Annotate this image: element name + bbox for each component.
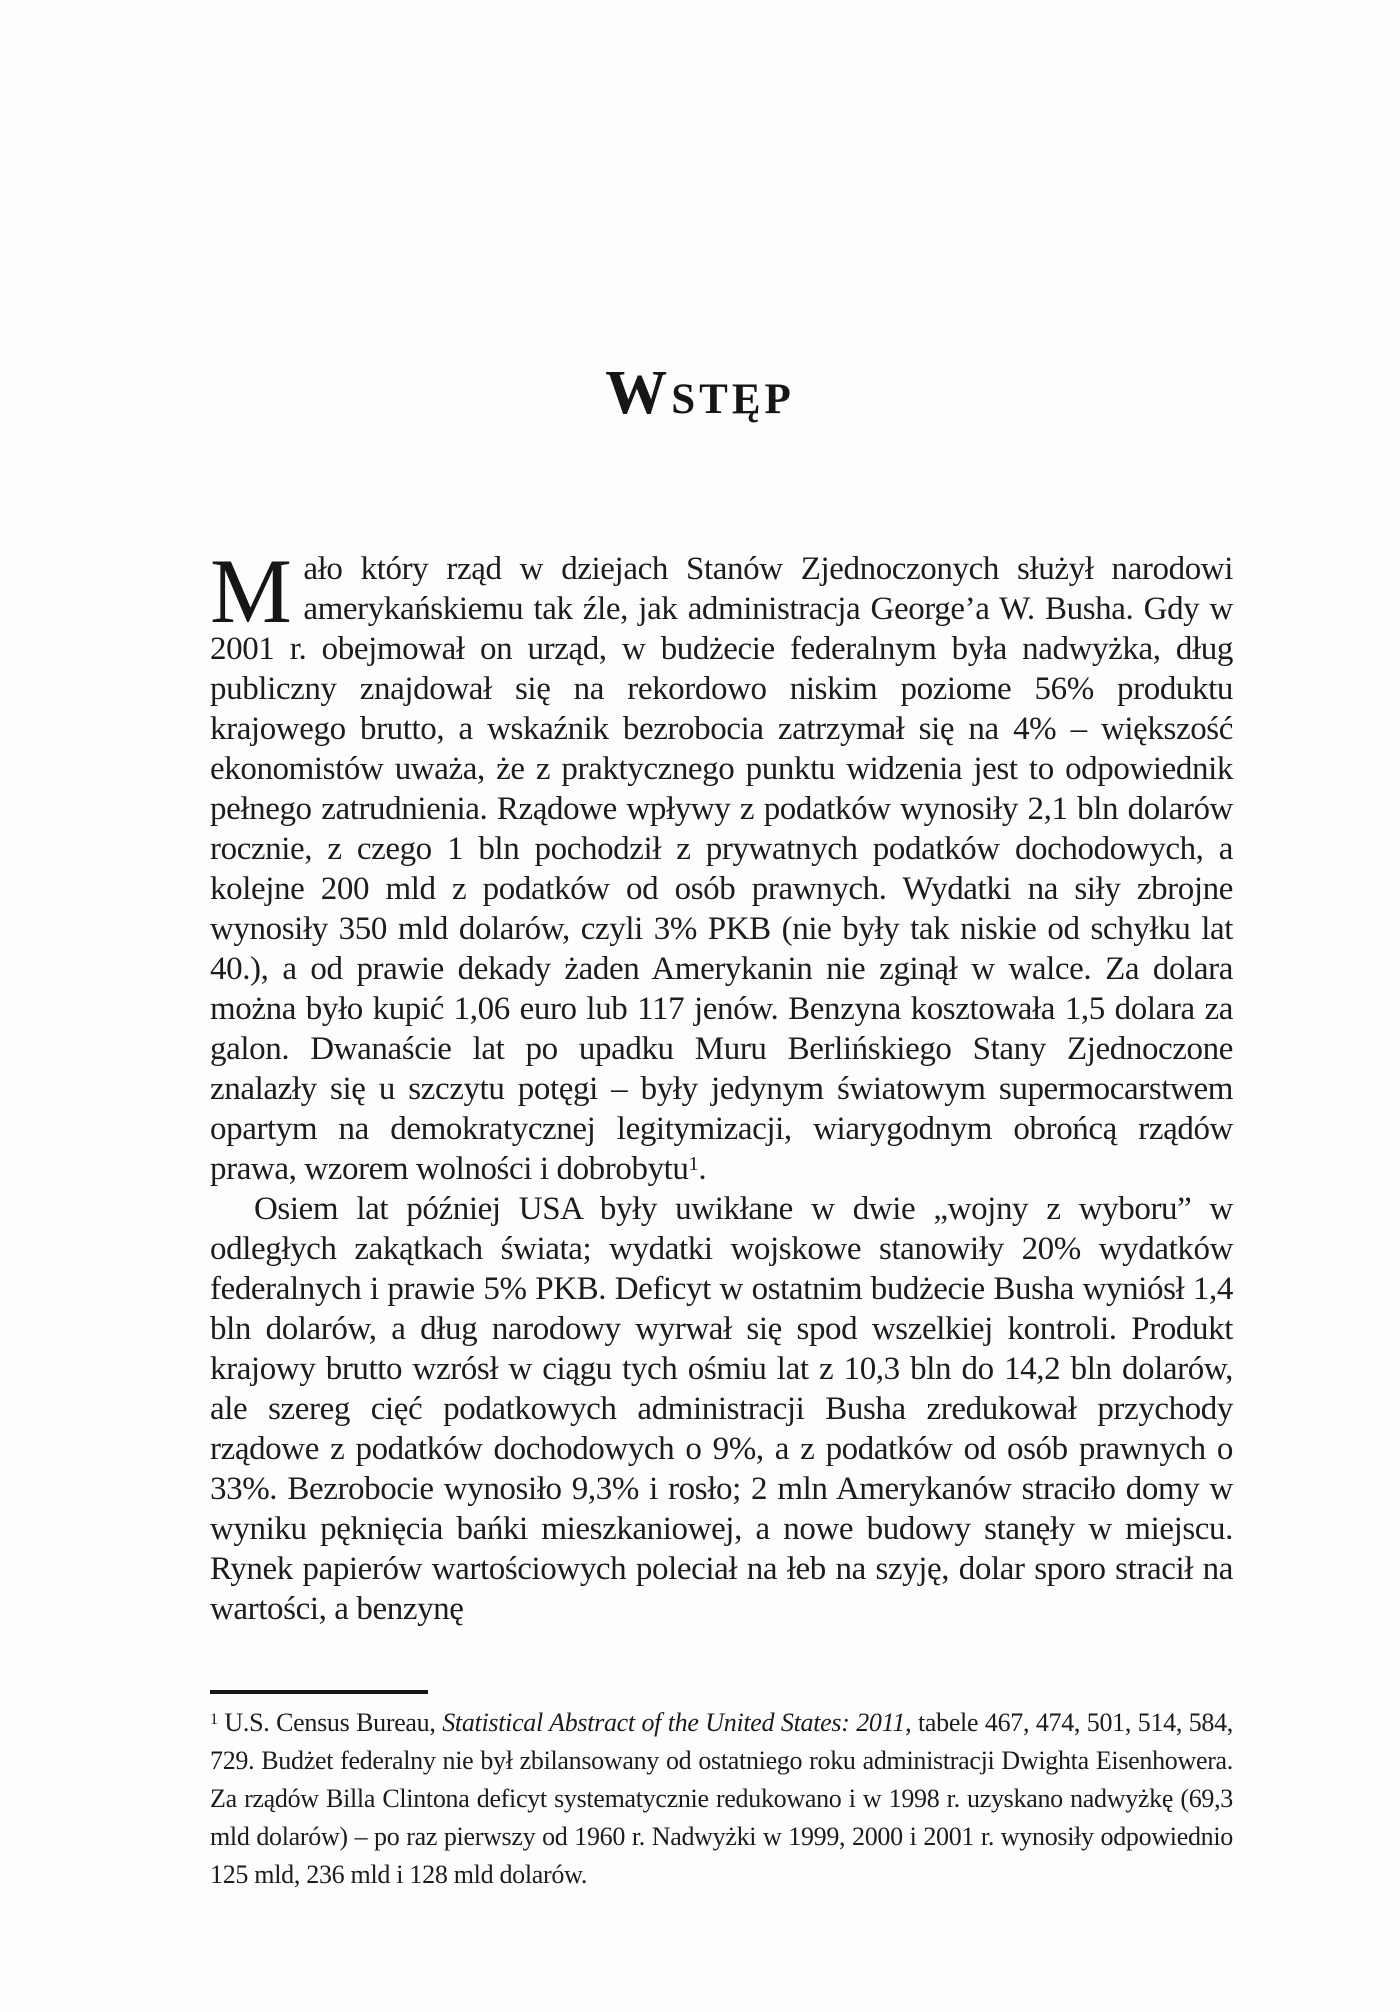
footnote-marker: 1	[210, 1710, 218, 1728]
page-title: Wstęp	[605, 359, 795, 427]
paragraph-1-text: ało który rząd w dziejach Stanów Zjednoczonych służył narodowi amerykańskiemu tak źle, jak administracja George’a W. Busha. Gdy w 2001 r. obejmował on urząd, w budżecie federalnym była nadwyżka, dług publiczny znajdował się na rekordowo niskim poziome 56% produktu krajowego brutto, a wskaźnik bezrobocia zatrzymał się na 4% – większość ekonomistów uważa, że z praktycznego punktu widzenia jest to odpowiednik pełnego zatrudnienia. Rządowe wpływy z podatków wynosiły 2,1 bln dolarów rocznie, z czego 1 bln pochodził z prywatnych podatków dochodowych, a kolejne 200 mld z podatków od osób prawnych. Wydatki na siły zbrojne wynosiły 350 mld dolarów, czyli 3% PKB (nie były tak niskie od schyłku lat 40.), a od prawie dekady żaden Amerykanin nie zginął w walce. Za dolara można było kupić 1,06 euro lub 117 jenów. Benzyna kosztowała 1,5 dolara za galon. Dwanaście lat po upadku Muru Berlińskiego Stany Zjednoczone znalazły się u szczytu potęgi – były jedynym światowym supermocarstwem opartym na demokratycznej legitymizacji, wiarygodnym obrońcą rządów prawa, wzorem wolności i dobrobytu	[210, 551, 1233, 1187]
body-text	[210, 540, 1233, 1629]
footnote-text-after-italic: , tabele 467, 474, 501, 514, 584, 729. Budżet federalny nie był zbilansowany od ostatniego roku administracji Dwighta Eisenhowera. Za rządów Billa Clintona deficyt systematycznie redukowano i w 1998 r. uzyskano nadwyżkę (69,3 mld dolarów) – po raz pierwszy od 1960 r. Nadwyżki w 1999, 2000 i 2001 r. wynosiły odpowiednio 125 mld, 236 mld i 128 mld dolarów.	[210, 1708, 1233, 1889]
paragraph-2: Osiem lat później USA były uwikłane w dwie „wojny z wyboru” w odległych zakątkach świata; wydatki wojskowe stanowiły 20% wydatków federalnych i prawie 5% PKB. Deficyt w ostatnim budżecie Busha wyniósł 1,4 bln dolarów, a dług narodowy wyrwał się spod wszelkiej kontroli. Produkt krajowy brutto wzrósł w ciągu tych ośmiu lat z 10,3 bln do 14,2 bln dolarów, ale szereg cięć podatkowych administracji Busha zredukował przychody rządowe z podatków dochodowych o 9%, a z podatków od osób prawnych o 33%. Bezrobocie wynosiło 9,3% i rosło; 2 mln Amerykanów straciło domy w wyniku pęknięcia bańki mieszkaniowej, a nowe budowy stanęły w miejscu. Rynek papierów wartościowych poleciał na łeb na szyję, dolar sporo stracił na wartości, a benzynę	[210, 1191, 1233, 1627]
footnote-text-before-italic: U.S. Census Bureau,	[217, 1708, 443, 1737]
drop-cap: M	[210, 540, 292, 642]
paragraph-1	[210, 540, 1233, 1189]
footnote-divider-rule	[210, 1690, 428, 1694]
paragraph-1-closing-period: .	[698, 1151, 707, 1187]
footnote-reference: 1	[688, 1152, 699, 1175]
footnote-book-title: Statistical Abstract of the United States: 2011	[442, 1708, 906, 1737]
footnote-text	[210, 1704, 1233, 1894]
footnote-section	[210, 1690, 1233, 1894]
